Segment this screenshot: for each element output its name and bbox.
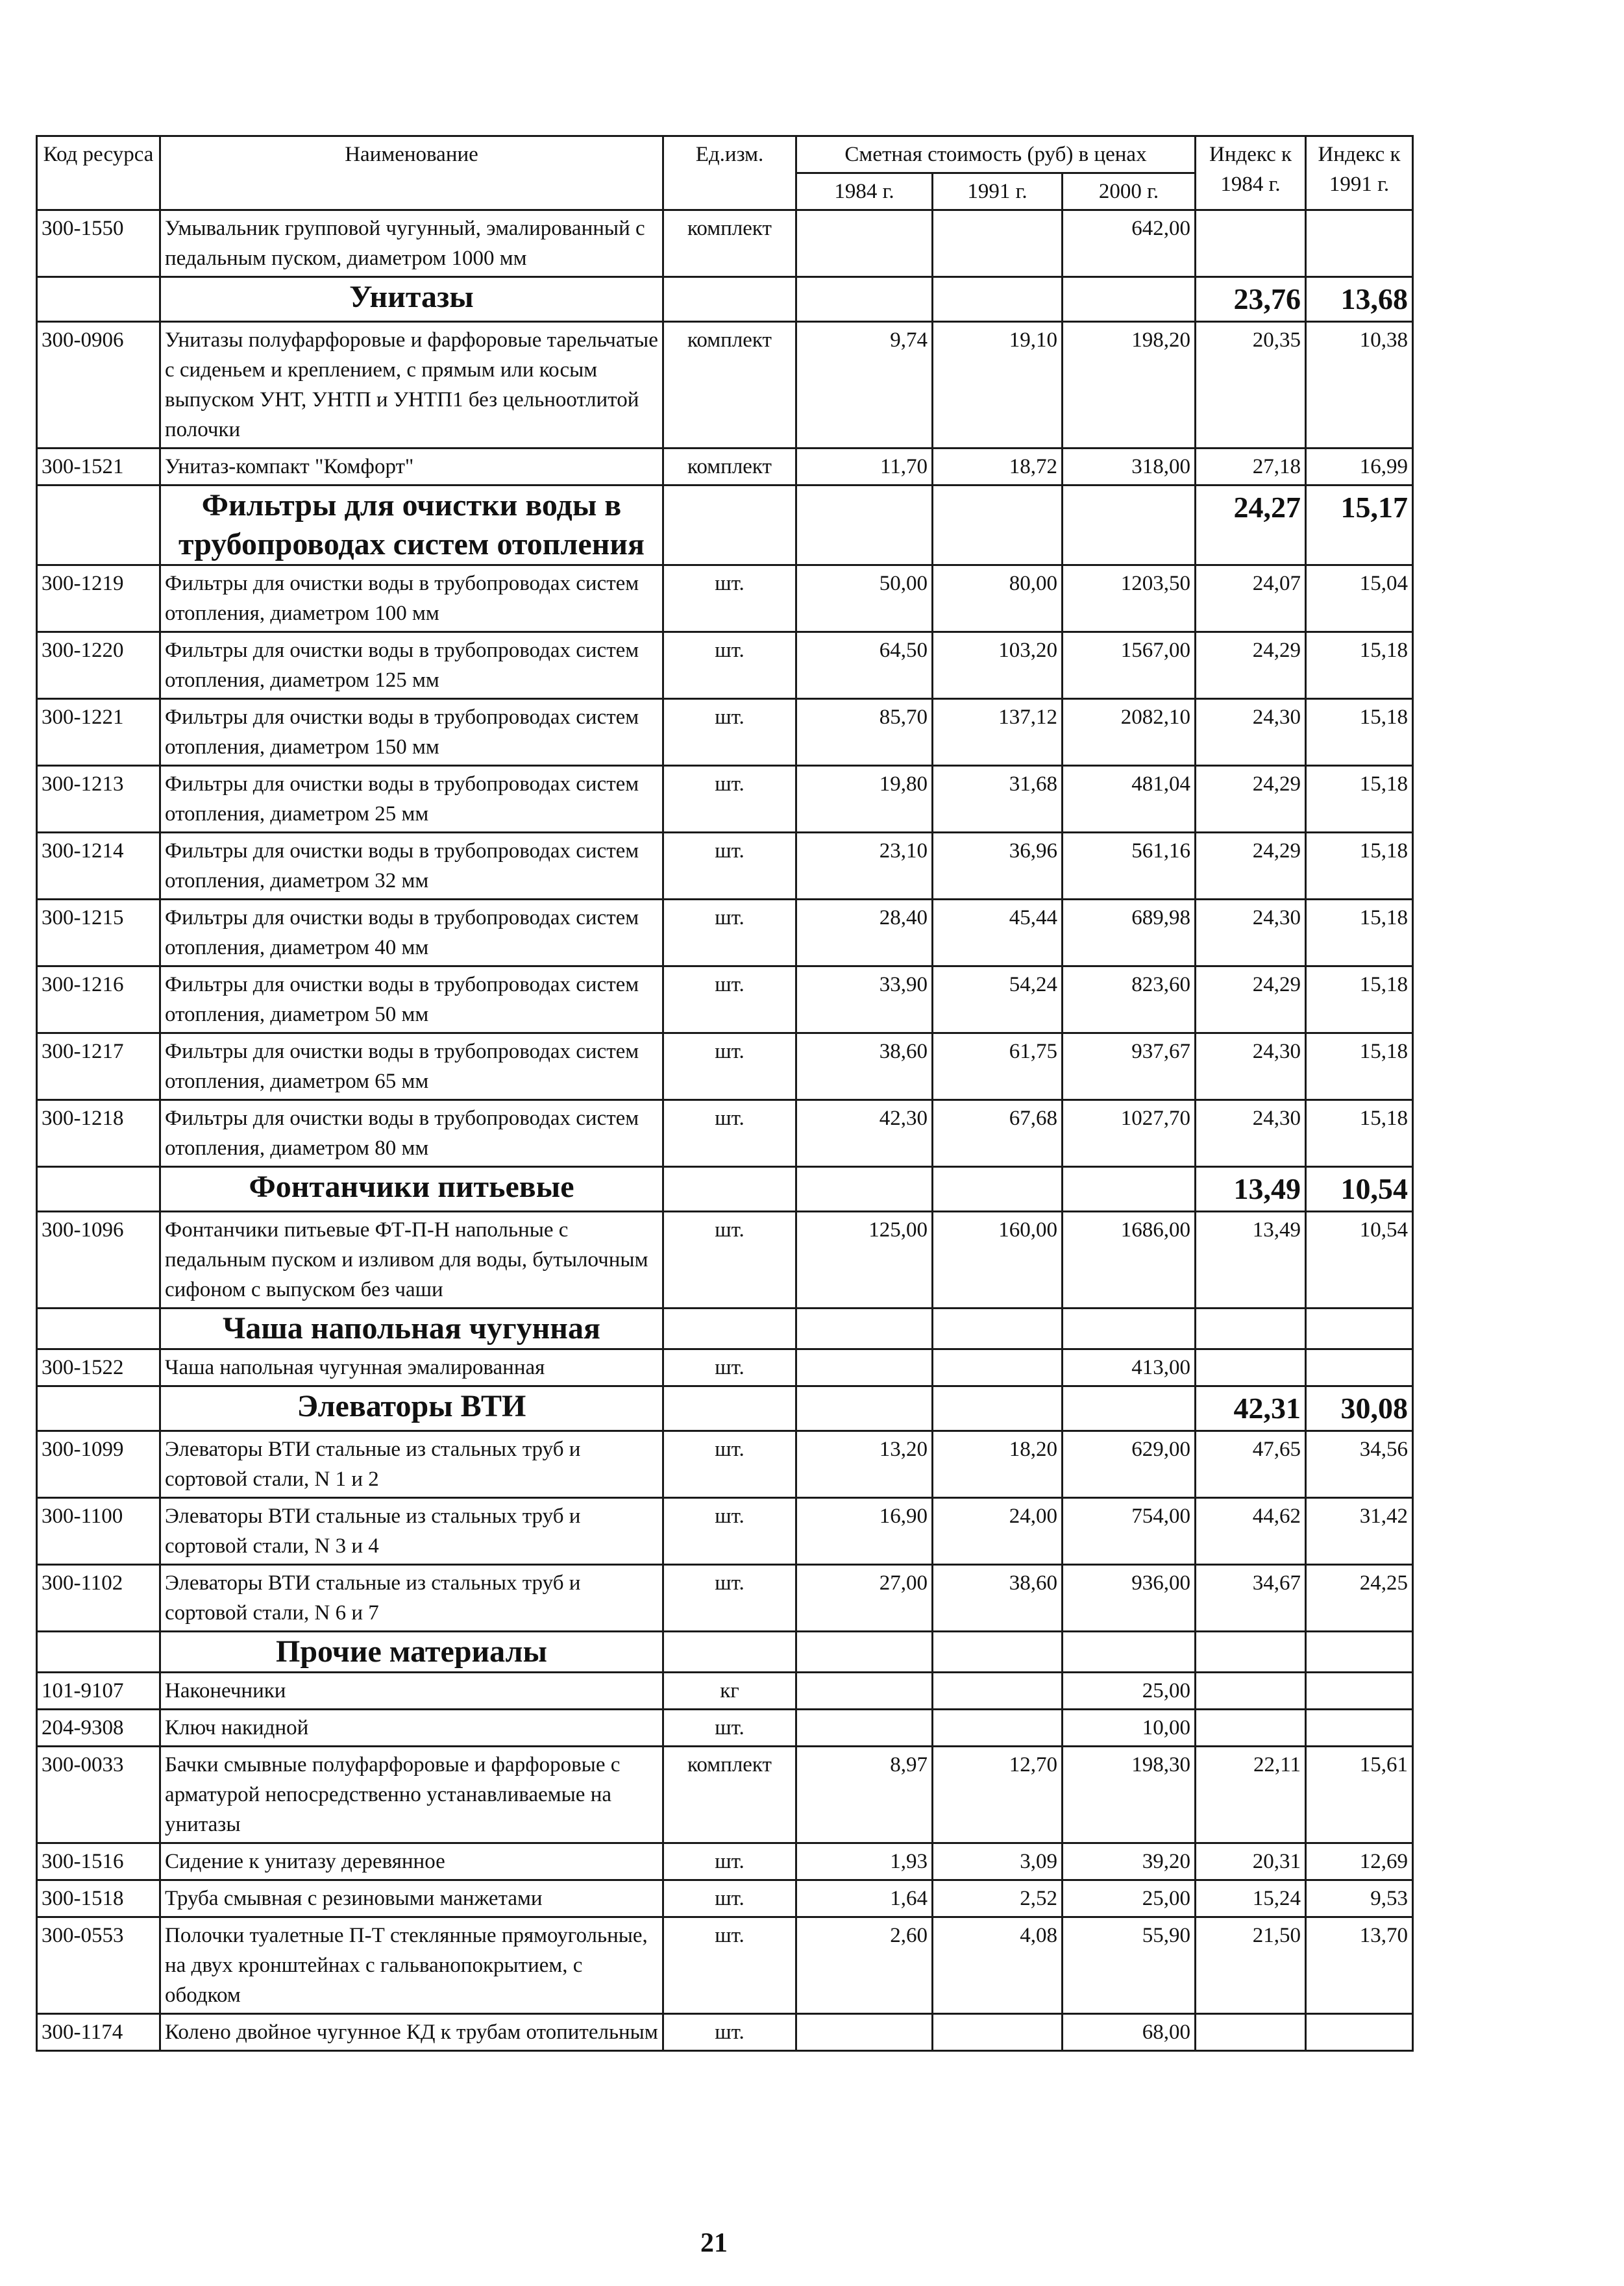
price-1984: 16,90 xyxy=(796,1498,933,1565)
resource-name: Элеваторы ВТИ стальные из стальных труб и сортовой стали, N 3 и 4 xyxy=(160,1498,663,1565)
unit-of-measure: кг xyxy=(663,1673,796,1710)
header-name: Наименование xyxy=(160,136,663,210)
index-1991: 34,56 xyxy=(1306,1431,1413,1498)
resource-code: 300-0033 xyxy=(37,1747,160,1843)
price-2000: 754,00 xyxy=(1063,1498,1196,1565)
section-price-1984-cell xyxy=(796,1386,933,1431)
resource-name: Чаша напольная чугунная эмалированная xyxy=(160,1349,663,1386)
unit-of-measure: шт. xyxy=(663,699,796,766)
price-2000: 198,30 xyxy=(1063,1747,1196,1843)
resource-code: 300-1521 xyxy=(37,449,160,485)
table-row xyxy=(37,966,1413,1033)
resource-name: Унитаз-компакт "Комфорт" xyxy=(160,449,663,485)
index-1991: 9,53 xyxy=(1306,1880,1413,1917)
index-1984 xyxy=(1196,2014,1306,2051)
price-1991: 18,72 xyxy=(933,449,1063,485)
table-row xyxy=(37,2014,1413,2051)
index-1991: 15,18 xyxy=(1306,1033,1413,1100)
section-code-cell xyxy=(37,1386,160,1431)
price-2000: 689,98 xyxy=(1063,900,1196,966)
header-code: Код ресурса xyxy=(37,136,160,210)
price-2000: 198,20 xyxy=(1063,322,1196,449)
price-1991: 2,52 xyxy=(933,1880,1063,1917)
index-1984: 24,30 xyxy=(1196,699,1306,766)
index-1984 xyxy=(1196,1349,1306,1386)
section-code-cell xyxy=(37,1632,160,1673)
price-2000: 1203,50 xyxy=(1063,565,1196,632)
index-1984: 24,29 xyxy=(1196,632,1306,699)
section-title: Фонтанчики питьевые xyxy=(160,1167,663,1212)
section-price-2000-cell xyxy=(1063,277,1196,322)
price-1984: 1,93 xyxy=(796,1843,933,1880)
index-1984: 15,24 xyxy=(1196,1880,1306,1917)
price-1991: 19,10 xyxy=(933,322,1063,449)
price-1984 xyxy=(796,1673,933,1710)
index-1984 xyxy=(1196,1673,1306,1710)
table-row xyxy=(37,1880,1413,1917)
price-1984: 28,40 xyxy=(796,900,933,966)
section-index-1984 xyxy=(1196,1309,1306,1349)
header-1984: 1984 г. xyxy=(796,173,933,210)
price-1991: 160,00 xyxy=(933,1212,1063,1309)
unit-of-measure: шт. xyxy=(663,1565,796,1632)
price-1991: 3,09 xyxy=(933,1843,1063,1880)
unit-of-measure: шт. xyxy=(663,1880,796,1917)
index-1984: 13,49 xyxy=(1196,1212,1306,1309)
price-1991: 38,60 xyxy=(933,1565,1063,1632)
resource-code: 300-1221 xyxy=(37,699,160,766)
unit-of-measure: шт. xyxy=(663,1843,796,1880)
resource-name: Колено двойное чугунное КД к трубам отопительным xyxy=(160,2014,663,2051)
price-2000: 39,20 xyxy=(1063,1843,1196,1880)
unit-of-measure: шт. xyxy=(663,632,796,699)
price-2000: 937,67 xyxy=(1063,1033,1196,1100)
section-price-1991-cell xyxy=(933,1309,1063,1349)
header-index-1984: Индекс к 1984 г. xyxy=(1196,136,1306,210)
section-code-cell xyxy=(37,1167,160,1212)
index-1991: 10,54 xyxy=(1306,1212,1413,1309)
index-1991: 15,18 xyxy=(1306,900,1413,966)
resource-code: 300-1096 xyxy=(37,1212,160,1309)
section-index-1991 xyxy=(1306,1309,1413,1349)
resource-name: Элеваторы ВТИ стальные из стальных труб и сортовой стали, N 1 и 2 xyxy=(160,1431,663,1498)
price-1984: 23,10 xyxy=(796,833,933,900)
price-1991: 80,00 xyxy=(933,565,1063,632)
unit-of-measure: комплект xyxy=(663,322,796,449)
table-body xyxy=(37,210,1413,2051)
resource-code: 300-1218 xyxy=(37,1100,160,1167)
table-row xyxy=(37,1349,1413,1386)
unit-of-measure: шт. xyxy=(663,966,796,1033)
section-title: Чаша напольная чугунная xyxy=(160,1309,663,1349)
index-1984: 24,30 xyxy=(1196,900,1306,966)
price-2000: 318,00 xyxy=(1063,449,1196,485)
price-1984: 125,00 xyxy=(796,1212,933,1309)
section-row xyxy=(37,1309,1413,1349)
resource-name: Умывальник групповой чугунный, эмалированный с педальным пуском, диаметром 1000 мм xyxy=(160,210,663,277)
index-1984: 21,50 xyxy=(1196,1917,1306,2014)
price-1984: 11,70 xyxy=(796,449,933,485)
price-1984: 19,80 xyxy=(796,766,933,833)
resource-name: Бачки смывные полуфарфоровые и фарфоровые с арматурой непосредственно устанавливаемые на унитазы xyxy=(160,1747,663,1843)
unit-of-measure: шт. xyxy=(663,766,796,833)
unit-of-measure: шт. xyxy=(663,1212,796,1309)
index-1984: 24,30 xyxy=(1196,1033,1306,1100)
index-1991: 15,18 xyxy=(1306,1100,1413,1167)
price-1991: 31,68 xyxy=(933,766,1063,833)
section-row xyxy=(37,1167,1413,1212)
price-2000: 823,60 xyxy=(1063,966,1196,1033)
price-2000: 561,16 xyxy=(1063,833,1196,900)
unit-of-measure: шт. xyxy=(663,1710,796,1747)
table-row xyxy=(37,1033,1413,1100)
price-2000: 413,00 xyxy=(1063,1349,1196,1386)
table-row xyxy=(37,766,1413,833)
table-row xyxy=(37,449,1413,485)
price-2000: 1027,70 xyxy=(1063,1100,1196,1167)
unit-of-measure: шт. xyxy=(663,2014,796,2051)
section-price-1991-cell xyxy=(933,1386,1063,1431)
resource-name: Сидение к унитазу деревянное xyxy=(160,1843,663,1880)
section-index-1984: 24,27 xyxy=(1196,485,1306,565)
resource-name: Наконечники xyxy=(160,1673,663,1710)
price-1991: 103,20 xyxy=(933,632,1063,699)
resource-name: Фильтры для очистки воды в трубопроводах систем отопления, диаметром 40 мм xyxy=(160,900,663,966)
index-1991: 15,18 xyxy=(1306,966,1413,1033)
price-2000: 481,04 xyxy=(1063,766,1196,833)
price-2000: 25,00 xyxy=(1063,1880,1196,1917)
resource-code: 300-0553 xyxy=(37,1917,160,2014)
section-title: Элеваторы ВТИ xyxy=(160,1386,663,1431)
resource-code: 300-1219 xyxy=(37,565,160,632)
price-1991: 54,24 xyxy=(933,966,1063,1033)
unit-of-measure: шт. xyxy=(663,1349,796,1386)
index-1991: 13,70 xyxy=(1306,1917,1413,2014)
table-row xyxy=(37,1212,1413,1309)
section-price-1984-cell xyxy=(796,1632,933,1673)
index-1991: 16,99 xyxy=(1306,449,1413,485)
price-1991: 67,68 xyxy=(933,1100,1063,1167)
index-1984: 22,11 xyxy=(1196,1747,1306,1843)
resource-name: Фильтры для очистки воды в трубопроводах систем отопления, диаметром 25 мм xyxy=(160,766,663,833)
unit-of-measure: шт. xyxy=(663,1917,796,2014)
resource-name: Фильтры для очистки воды в трубопроводах систем отопления, диаметром 32 мм xyxy=(160,833,663,900)
price-1984: 2,60 xyxy=(796,1917,933,2014)
header-unit: Ед.изм. xyxy=(663,136,796,210)
table-row xyxy=(37,1565,1413,1632)
index-1991 xyxy=(1306,2014,1413,2051)
price-1984: 8,97 xyxy=(796,1747,933,1843)
price-1991 xyxy=(933,1349,1063,1386)
resource-name: Ключ накидной xyxy=(160,1710,663,1747)
table-row xyxy=(37,833,1413,900)
section-unit-cell xyxy=(663,277,796,322)
index-1984: 20,31 xyxy=(1196,1843,1306,1880)
price-2000: 1567,00 xyxy=(1063,632,1196,699)
section-unit-cell xyxy=(663,1167,796,1212)
section-index-1991: 10,54 xyxy=(1306,1167,1413,1212)
index-1991: 15,61 xyxy=(1306,1747,1413,1843)
section-title: Фильтры для очистки воды в трубопроводах систем отопления xyxy=(160,485,663,565)
resource-name: Фильтры для очистки воды в трубопроводах систем отопления, диаметром 125 мм xyxy=(160,632,663,699)
section-price-1984-cell xyxy=(796,1309,933,1349)
index-1991: 10,38 xyxy=(1306,322,1413,449)
unit-of-measure: шт. xyxy=(663,565,796,632)
price-1991: 45,44 xyxy=(933,900,1063,966)
price-1984: 64,50 xyxy=(796,632,933,699)
price-1991: 61,75 xyxy=(933,1033,1063,1100)
unit-of-measure: шт. xyxy=(663,1498,796,1565)
index-1984: 24,29 xyxy=(1196,833,1306,900)
unit-of-measure: шт. xyxy=(663,1033,796,1100)
section-price-2000-cell xyxy=(1063,1632,1196,1673)
index-1991: 24,25 xyxy=(1306,1565,1413,1632)
table-row xyxy=(37,1498,1413,1565)
resource-name: Фильтры для очистки воды в трубопроводах систем отопления, диаметром 100 мм xyxy=(160,565,663,632)
section-row xyxy=(37,485,1413,565)
table-row xyxy=(37,900,1413,966)
index-1984: 24,07 xyxy=(1196,565,1306,632)
section-title: Унитазы xyxy=(160,277,663,322)
section-price-1991-cell xyxy=(933,277,1063,322)
price-2000: 68,00 xyxy=(1063,2014,1196,2051)
table-row xyxy=(37,1747,1413,1843)
index-1991 xyxy=(1306,1710,1413,1747)
unit-of-measure: шт. xyxy=(663,833,796,900)
resource-name: Фильтры для очистки воды в трубопроводах систем отопления, диаметром 65 мм xyxy=(160,1033,663,1100)
section-price-1991-cell xyxy=(933,1167,1063,1212)
price-1991: 137,12 xyxy=(933,699,1063,766)
resource-code: 300-1220 xyxy=(37,632,160,699)
table-row xyxy=(37,1100,1413,1167)
resource-name: Фонтанчики питьевые ФТ-П-Н напольные с педальным пуском и изливом для воды, бутылочным сифоном с выпуском без чаши xyxy=(160,1212,663,1309)
price-1984: 33,90 xyxy=(796,966,933,1033)
table-row xyxy=(37,1673,1413,1710)
price-1984 xyxy=(796,1349,933,1386)
index-1991: 15,18 xyxy=(1306,766,1413,833)
price-1991: 4,08 xyxy=(933,1917,1063,2014)
price-1991 xyxy=(933,210,1063,277)
resource-code: 300-1102 xyxy=(37,1565,160,1632)
price-1991: 36,96 xyxy=(933,833,1063,900)
index-1991: 15,18 xyxy=(1306,632,1413,699)
section-unit-cell xyxy=(663,1632,796,1673)
section-unit-cell xyxy=(663,1386,796,1431)
price-1984: 1,64 xyxy=(796,1880,933,1917)
price-1991: 12,70 xyxy=(933,1747,1063,1843)
index-1991: 15,18 xyxy=(1306,833,1413,900)
section-price-1991-cell xyxy=(933,485,1063,565)
section-index-1984: 13,49 xyxy=(1196,1167,1306,1212)
price-1984 xyxy=(796,1710,933,1747)
index-1991 xyxy=(1306,1673,1413,1710)
resource-code: 300-1217 xyxy=(37,1033,160,1100)
price-1984: 27,00 xyxy=(796,1565,933,1632)
index-1991: 12,69 xyxy=(1306,1843,1413,1880)
header-2000: 2000 г. xyxy=(1063,173,1196,210)
resource-name: Фильтры для очистки воды в трубопроводах систем отопления, диаметром 50 мм xyxy=(160,966,663,1033)
resource-code: 300-1100 xyxy=(37,1498,160,1565)
table-row xyxy=(37,1917,1413,2014)
table-row xyxy=(37,322,1413,449)
unit-of-measure: комплект xyxy=(663,210,796,277)
table-row xyxy=(37,1710,1413,1747)
index-1984: 24,30 xyxy=(1196,1100,1306,1167)
resource-code: 300-1099 xyxy=(37,1431,160,1498)
index-1991: 15,04 xyxy=(1306,565,1413,632)
price-2000: 1686,00 xyxy=(1063,1212,1196,1309)
index-1984: 24,29 xyxy=(1196,766,1306,833)
section-index-1991: 13,68 xyxy=(1306,277,1413,322)
unit-of-measure: шт. xyxy=(663,1100,796,1167)
price-1984 xyxy=(796,2014,933,2051)
index-1984 xyxy=(1196,210,1306,277)
section-price-1984-cell xyxy=(796,485,933,565)
price-1984: 9,74 xyxy=(796,322,933,449)
index-1984: 44,62 xyxy=(1196,1498,1306,1565)
section-row xyxy=(37,1386,1413,1431)
index-1984: 27,18 xyxy=(1196,449,1306,485)
resource-name: Унитазы полуфарфоровые и фарфоровые тарельчатые с сиденьем и креплением, с прямым или косым выпуском УНТ, УНТП и УНТП1 без цельноотлитой полочки xyxy=(160,322,663,449)
table-row xyxy=(37,699,1413,766)
resource-code: 300-1215 xyxy=(37,900,160,966)
price-2000: 642,00 xyxy=(1063,210,1196,277)
table-row xyxy=(37,210,1413,277)
section-price-2000-cell xyxy=(1063,1386,1196,1431)
price-2000: 936,00 xyxy=(1063,1565,1196,1632)
resource-code: 300-1550 xyxy=(37,210,160,277)
price-1984 xyxy=(796,210,933,277)
table-row xyxy=(37,1843,1413,1880)
index-1984: 20,35 xyxy=(1196,322,1306,449)
price-2000: 10,00 xyxy=(1063,1710,1196,1747)
section-row xyxy=(37,277,1413,322)
section-price-1991-cell xyxy=(933,1632,1063,1673)
table-row xyxy=(37,1431,1413,1498)
section-price-2000-cell xyxy=(1063,1309,1196,1349)
section-unit-cell xyxy=(663,485,796,565)
index-1991 xyxy=(1306,210,1413,277)
unit-of-measure: комплект xyxy=(663,1747,796,1843)
index-1984: 24,29 xyxy=(1196,966,1306,1033)
resource-code: 300-1216 xyxy=(37,966,160,1033)
section-index-1991: 30,08 xyxy=(1306,1386,1413,1431)
price-2000: 629,00 xyxy=(1063,1431,1196,1498)
unit-of-measure: комплект xyxy=(663,449,796,485)
section-index-1984: 42,31 xyxy=(1196,1386,1306,1431)
price-1991: 24,00 xyxy=(933,1498,1063,1565)
table-row xyxy=(37,632,1413,699)
price-2000: 55,90 xyxy=(1063,1917,1196,2014)
resource-name: Элеваторы ВТИ стальные из стальных труб и сортовой стали, N 6 и 7 xyxy=(160,1565,663,1632)
resource-code: 300-1174 xyxy=(37,2014,160,2051)
header-index-1991: Индекс к 1991 г. xyxy=(1306,136,1413,210)
resource-name: Фильтры для очистки воды в трубопроводах систем отопления, диаметром 150 мм xyxy=(160,699,663,766)
section-row xyxy=(37,1632,1413,1673)
section-index-1984: 23,76 xyxy=(1196,277,1306,322)
section-index-1991 xyxy=(1306,1632,1413,1673)
price-1991 xyxy=(933,1673,1063,1710)
resource-code: 300-1214 xyxy=(37,833,160,900)
header-1991: 1991 г. xyxy=(933,173,1063,210)
price-1984: 13,20 xyxy=(796,1431,933,1498)
price-2000: 2082,10 xyxy=(1063,699,1196,766)
resource-code: 300-1516 xyxy=(37,1843,160,1880)
price-1984: 38,60 xyxy=(796,1033,933,1100)
section-index-1984 xyxy=(1196,1632,1306,1673)
resource-code: 300-1518 xyxy=(37,1880,160,1917)
resource-code: 300-0906 xyxy=(37,322,160,449)
price-1991 xyxy=(933,2014,1063,2051)
index-1984 xyxy=(1196,1710,1306,1747)
section-title: Прочие материалы xyxy=(160,1632,663,1673)
resource-code: 300-1522 xyxy=(37,1349,160,1386)
price-table xyxy=(36,135,1414,2052)
price-1991 xyxy=(933,1710,1063,1747)
section-price-1984-cell xyxy=(796,1167,933,1212)
section-price-2000-cell xyxy=(1063,1167,1196,1212)
resource-code: 204-9308 xyxy=(37,1710,160,1747)
section-unit-cell xyxy=(663,1309,796,1349)
price-1984: 50,00 xyxy=(796,565,933,632)
price-1984: 85,70 xyxy=(796,699,933,766)
unit-of-measure: шт. xyxy=(663,1431,796,1498)
section-code-cell xyxy=(37,277,160,322)
section-index-1991: 15,17 xyxy=(1306,485,1413,565)
resource-code: 101-9107 xyxy=(37,1673,160,1710)
price-1984: 42,30 xyxy=(796,1100,933,1167)
unit-of-measure: шт. xyxy=(663,900,796,966)
index-1991: 15,18 xyxy=(1306,699,1413,766)
table-row xyxy=(37,565,1413,632)
section-price-2000-cell xyxy=(1063,485,1196,565)
resource-name: Фильтры для очистки воды в трубопроводах систем отопления, диаметром 80 мм xyxy=(160,1100,663,1167)
resource-code: 300-1213 xyxy=(37,766,160,833)
resource-name: Труба смывная с резиновыми манжетами xyxy=(160,1880,663,1917)
index-1991 xyxy=(1306,1349,1413,1386)
section-code-cell xyxy=(37,1309,160,1349)
section-code-cell xyxy=(37,485,160,565)
section-price-1984-cell xyxy=(796,277,933,322)
price-2000: 25,00 xyxy=(1063,1673,1196,1710)
index-1991: 31,42 xyxy=(1306,1498,1413,1565)
page-number: 21 xyxy=(700,2228,728,2258)
index-1984: 47,65 xyxy=(1196,1431,1306,1498)
resource-name: Полочки туалетные П-Т стеклянные прямоугольные, на двух кронштейнах с гальванопокрытием, с ободком xyxy=(160,1917,663,2014)
index-1984: 34,67 xyxy=(1196,1565,1306,1632)
header-cost-group: Сметная стоимость (руб) в ценах xyxy=(796,136,1196,173)
price-1991: 18,20 xyxy=(933,1431,1063,1498)
